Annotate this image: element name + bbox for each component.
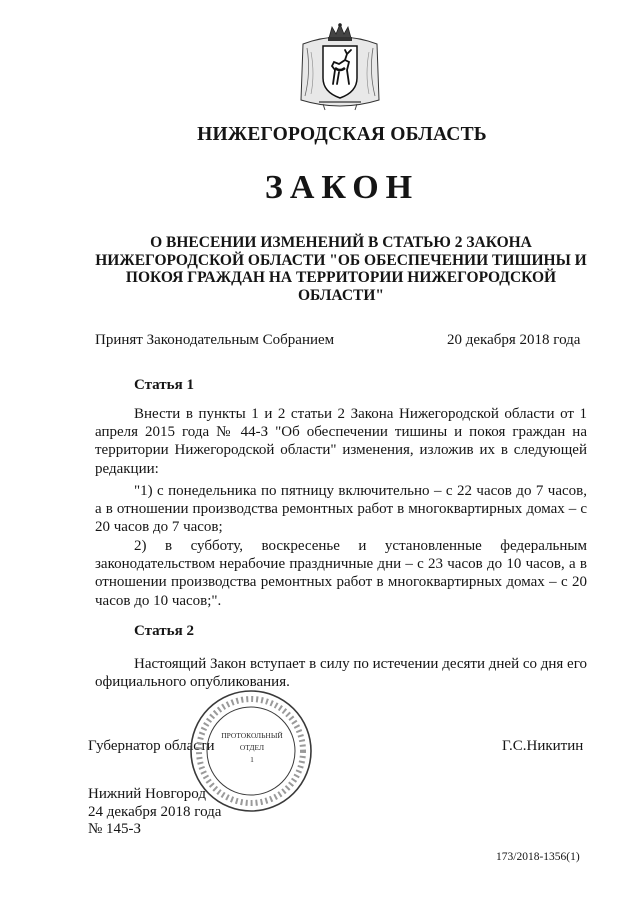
signing-city: Нижний Новгород xyxy=(88,786,206,802)
governor-name: Г.С.Никитин xyxy=(502,738,584,754)
region-heading: НИЖЕГОРОДСКАЯ ОБЛАСТЬ xyxy=(197,124,487,145)
stamp-line-2: ОТДЕЛ xyxy=(239,743,265,752)
law-number: № 145-З xyxy=(88,821,142,837)
adoption-date: 20 декабря 2018 года xyxy=(447,332,581,348)
article-1-paragraph-item-2: 2) в субботу, воскресенье и установленные федеральным законодательством нерабочие праздничные дни – с 23 часов до 10 часов, а в отношении производства ремонтных работ в многоквартирных домах – с 20 часов до 10 часов;". xyxy=(95,538,587,609)
law-title: О ВНЕСЕНИИ ИЗМЕНЕНИЙ В СТАТЬЮ 2 ЗАКОНА НИЖЕГОРОДСКОЙ ОБЛАСТИ "ОБ ОБЕСПЕЧЕНИИ ТИШИНЫ И ПОКОЯ ГРАЖДАН НА ТЕРРИТОРИИ НИЖЕГОРОДСКОЙ ОБЛАСТИ" xyxy=(95,234,587,304)
adoption-statement: Принят Законодательным Собранием xyxy=(95,332,335,348)
article-1-heading: Статья 1 xyxy=(134,377,194,393)
stamp-line-1: ПРОТОКОЛЬНЫЙ xyxy=(221,731,283,740)
document-type: ЗАКОН xyxy=(264,169,420,206)
coat-of-arms-icon xyxy=(299,22,381,112)
article-1-paragraph-intro: Внести в пункты 1 и 2 статьи 2 Закона Нижегородской области от 1 апреля 2015 года № 44-З "Об обеспечении тишины и покоя граждан на территории Нижегородской области" изменения, изложив их в следующей редакции: xyxy=(95,406,587,477)
article-2-paragraph: Настоящий Закон вступает в силу по истечении десяти дней со дня его официального опубликования. xyxy=(95,656,587,691)
article-2-heading: Статья 2 xyxy=(134,623,194,639)
stamp-line-3: 1 xyxy=(250,755,254,764)
document-registration-code: 173/2018-1356(1) xyxy=(496,851,580,863)
signing-date: 24 декабря 2018 года xyxy=(88,803,222,820)
governor-label: Губернатор области xyxy=(88,738,215,754)
article-1-paragraph-item-1: "1) с понедельника по пятницу включительно – с 22 часов до 7 часов, а в отношении производства ремонтных работ в многоквартирных домах – с 20 часов до 7 часов; xyxy=(95,483,587,536)
signing-details xyxy=(88,786,221,839)
